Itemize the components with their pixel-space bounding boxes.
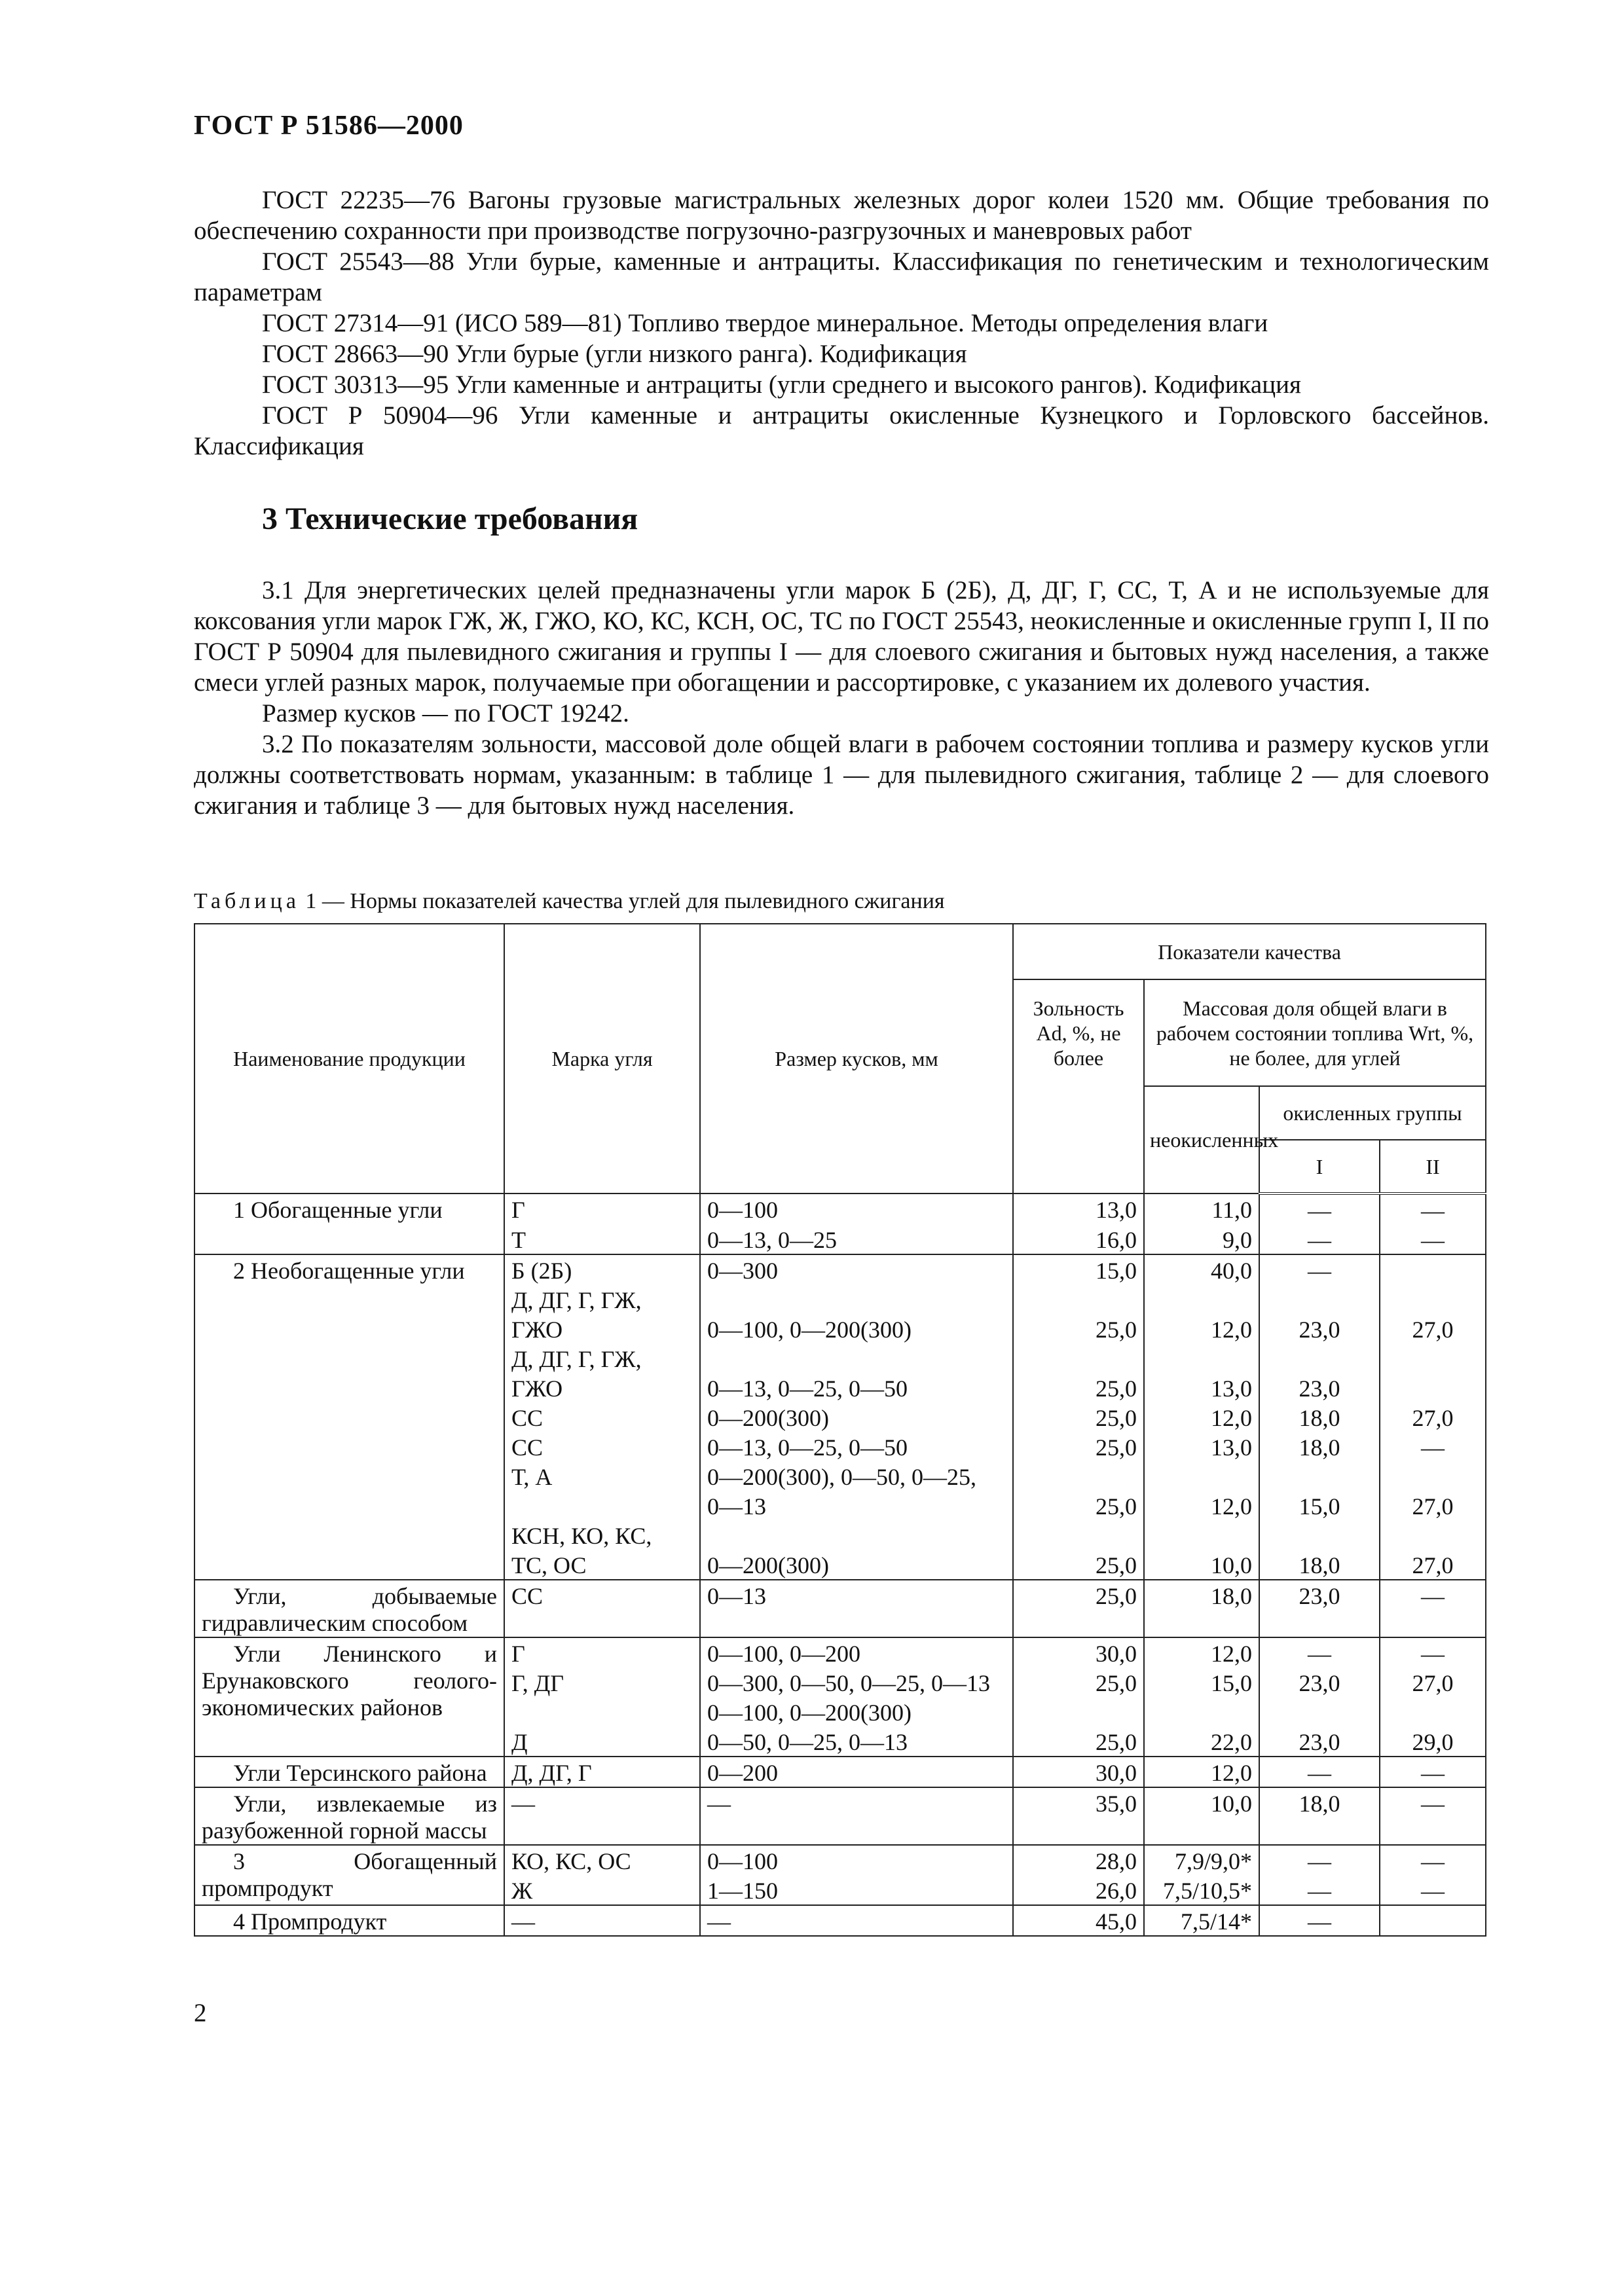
cell-size [700,1343,1013,1373]
cell-ash: 15,0 [1013,1254,1144,1285]
cell-grade: ГЖО [504,1314,700,1343]
cell-unoxidized [1144,1285,1259,1314]
cell-unoxidized: 7,5/14* [1144,1905,1259,1936]
cell-grade: Т, А [504,1461,700,1491]
header-group-2: II [1380,1140,1486,1194]
cell-size: 0—100 [700,1845,1013,1875]
reference-item: ГОСТ 28663—90 Угли бурые (угли низкого ранга). Кодификация [262,340,967,368]
cell-unoxidized [1144,1343,1259,1373]
cell-group-1: — [1259,1845,1380,1875]
cell-unoxidized: 22,0 [1144,1726,1259,1757]
cell-group-1 [1259,1343,1380,1373]
cell-size [700,1285,1013,1314]
cell-unoxidized: 12,0 [1144,1491,1259,1520]
cell-product-text: Угли, извлекаемые из разубоженной горной массы [202,1791,497,1844]
cell-group-2: — [1380,1787,1486,1845]
cell-ash [1013,1285,1144,1314]
cell-group-2: — [1380,1224,1486,1254]
reference-item: ГОСТ 30313—95 Угли каменные и антрациты (угли среднего и высокого рангов). Кодификация [262,371,1301,399]
cell-grade: Д, ДГ, Г [504,1757,700,1787]
cell-group-1: 23,0 [1259,1667,1380,1697]
cell-ash: 13,0 [1013,1194,1144,1224]
cell-group-2: — [1380,1194,1486,1224]
cell-unoxidized [1144,1461,1259,1491]
cell-size: 0—200 [700,1757,1013,1787]
cell-size: 0—300, 0—50, 0—25, 0—13 [700,1667,1013,1697]
cell-grade: Г, ДГ [504,1667,700,1697]
quality-norms-table [194,923,1486,1937]
cell-grade: Г [504,1637,700,1667]
header-ash: Зольность Ad, %, не более [1013,979,1144,1194]
cell-group-1: — [1259,1757,1380,1787]
cell-size: 0—13 [700,1491,1013,1520]
cell-product [194,1254,504,1580]
cell-unoxidized: 40,0 [1144,1254,1259,1285]
cell-ash: 25,0 [1013,1432,1144,1461]
cell-grade: Д, ДГ, Г, ГЖ, [504,1343,700,1373]
cell-group-2 [1380,1461,1486,1491]
cell-group-1: 23,0 [1259,1726,1380,1757]
cell-group-1: — [1259,1194,1380,1224]
cell-unoxidized: 12,0 [1144,1637,1259,1667]
cell-product [194,1580,504,1637]
cell-size: 0—200(300) [700,1550,1013,1580]
cell-group-1: 15,0 [1259,1491,1380,1520]
cell-product-text: 2 Необогащенные угли [233,1258,465,1284]
reference-item: ГОСТ Р 50904—96 Угли каменные и антрациты окисленные Кузнецкого и Горловского бассейнов. Классификация [194,401,1489,460]
cell-grade: СС [504,1432,700,1461]
cell-ash: 25,0 [1013,1667,1144,1697]
table-row [194,1194,1486,1224]
cell-unoxidized: 13,0 [1144,1432,1259,1461]
cell-group-1: 18,0 [1259,1787,1380,1845]
cell-size: — [700,1787,1013,1845]
cell-size: — [700,1905,1013,1936]
section-body [194,575,1489,821]
cell-grade: Т [504,1224,700,1254]
references-list [194,185,1489,462]
cell-group-2: 27,0 [1380,1314,1486,1343]
cell-group-2 [1380,1254,1486,1285]
cell-grade: Д, ДГ, Г, ГЖ, [504,1285,700,1314]
cell-group-2: — [1380,1845,1486,1875]
cell-ash [1013,1343,1144,1373]
cell-product [194,1787,504,1845]
cell-size: 0—300 [700,1254,1013,1285]
cell-group-1 [1259,1520,1380,1550]
cell-product-text: 3 Обогащенный промпродукт [202,1848,497,1901]
cell-ash [1013,1461,1144,1491]
cell-size: 0—100, 0—200(300) [700,1697,1013,1726]
cell-unoxidized: 12,0 [1144,1757,1259,1787]
cell-ash: 25,0 [1013,1550,1144,1580]
cell-product [194,1905,504,1936]
cell-ash: 35,0 [1013,1787,1144,1845]
cell-group-2 [1380,1285,1486,1314]
table-caption-text: 1 — Нормы показателей качества углей для пылевидного сжигания [305,889,945,913]
table-row [194,1254,1486,1285]
header-moisture: Массовая доля общей влаги в рабочем состоянии топлива Wrt, %, не более, для углей [1144,979,1486,1086]
cell-ash: 26,0 [1013,1875,1144,1905]
cell-unoxidized: 11,0 [1144,1194,1259,1224]
cell-size: 1—150 [700,1875,1013,1905]
cell-group-1 [1259,1697,1380,1726]
paragraph-size: Размер кусков — по ГОСТ 19242. [262,699,629,727]
reference-item: ГОСТ 22235—76 Вагоны грузовые магистральных железных дорог колеи 1520 мм. Общие требования по обеспечению сохранности при производстве погрузочно-разгрузочных и маневровых работ [194,186,1489,245]
cell-group-1: — [1259,1905,1380,1936]
reference-item: ГОСТ 25543—88 Угли бурые, каменные и антрациты. Классификация по генетическим и технологическим параметрам [194,247,1489,306]
cell-ash: 30,0 [1013,1757,1144,1787]
cell-grade: СС [504,1402,700,1432]
cell-size: 0—13 [700,1580,1013,1637]
cell-product-text: Угли Терсинского района [233,1760,487,1786]
cell-ash: 28,0 [1013,1845,1144,1875]
cell-unoxidized: 7,5/10,5* [1144,1875,1259,1905]
table-row [194,1787,1486,1845]
cell-ash [1013,1697,1144,1726]
header-quality: Показатели качества [1013,924,1486,979]
cell-ash: 45,0 [1013,1905,1144,1936]
cell-grade: Ж [504,1875,700,1905]
table-row [194,1580,1486,1637]
cell-unoxidized: 15,0 [1144,1667,1259,1697]
cell-group-1: 18,0 [1259,1432,1380,1461]
cell-size: 0—200(300), 0—50, 0—25, [700,1461,1013,1491]
cell-group-1: — [1259,1254,1380,1285]
cell-grade [504,1697,700,1726]
cell-group-1: 18,0 [1259,1402,1380,1432]
header-size: Размер кусков, мм [700,924,1013,1194]
paragraph-3-1: 3.1 Для энергетических целей предназначены угли марок Б (2Б), Д, ДГ, Г, СС, Т, А и не используемые для коксования угли марок ГЖ, Ж, ГЖО, КО, КС, КСН, ОС, ТС по ГОСТ 25543, неокисленные и окисленные групп I, II по ГОСТ Р 50904 для пылевидного сжигания и группы I — для слоевого сжигания и бытовых нужд населения, а также смеси углей разных марок, получаемые при обогащении и рассортировке, с указанием их долевого участия. [194,576,1489,697]
cell-size: 0—13, 0—25, 0—50 [700,1373,1013,1402]
table-caption [194,889,945,914]
header-group-1: I [1259,1140,1380,1194]
cell-group-2: 27,0 [1380,1491,1486,1520]
cell-size: 0—13, 0—25, 0—50 [700,1432,1013,1461]
cell-unoxidized: 13,0 [1144,1373,1259,1402]
cell-ash: 30,0 [1013,1637,1144,1667]
cell-grade: Б (2Б) [504,1254,700,1285]
cell-group-1: 23,0 [1259,1373,1380,1402]
cell-group-1: 18,0 [1259,1550,1380,1580]
cell-product-text: 4 Промпродукт [233,1908,387,1935]
cell-grade: ГЖО [504,1373,700,1402]
cell-unoxidized: 10,0 [1144,1787,1259,1845]
cell-product-text: Угли, добываемые гидравлическим способом [202,1583,497,1636]
header-oxidized: окисленных группы [1259,1086,1486,1140]
paragraph-3-2: 3.2 По показателям зольности, массовой доле общей влаги в рабочем состоянии топлива и размеру кусков угли должны соответствовать нормам, указанным: в таблице 1 — для пылевидного сжигания, таблице 2 — для слоевого сжигания и таблице 3 — для бытовых нужд населения. [194,730,1489,820]
cell-group-2 [1380,1343,1486,1373]
page-header: ГОСТ Р 51586—2000 [194,111,464,141]
cell-group-2: — [1380,1757,1486,1787]
header-grade: Марка угля [504,924,700,1194]
cell-unoxidized [1144,1520,1259,1550]
cell-size: 0—200(300) [700,1402,1013,1432]
cell-group-1 [1259,1285,1380,1314]
cell-grade: СС [504,1580,700,1637]
cell-unoxidized: 12,0 [1144,1402,1259,1432]
cell-group-1 [1259,1461,1380,1491]
cell-product-text: 1 Обогащенные угли [233,1197,443,1223]
cell-size: 0—100, 0—200(300) [700,1314,1013,1343]
cell-unoxidized [1144,1697,1259,1726]
reference-item: ГОСТ 27314—91 (ИСО 589—81) Топливо твердое минеральное. Методы определения влаги [262,309,1268,337]
cell-grade [504,1491,700,1520]
cell-size: 0—100 [700,1194,1013,1224]
cell-product [194,1194,504,1254]
cell-ash: 25,0 [1013,1402,1144,1432]
cell-product [194,1637,504,1757]
cell-unoxidized: 7,9/9,0* [1144,1845,1259,1875]
cell-unoxidized: 18,0 [1144,1580,1259,1637]
cell-grade: КО, КС, ОС [504,1845,700,1875]
cell-size: 0—13, 0—25 [700,1224,1013,1254]
cell-group-1: — [1259,1875,1380,1905]
cell-product-text: Угли Ленинского и Ерунаковского геолого-экономических районов [202,1641,497,1721]
cell-grade: Г [504,1194,700,1224]
table-caption-label: Таблица [194,889,300,913]
cell-size [700,1520,1013,1550]
cell-unoxidized: 9,0 [1144,1224,1259,1254]
cell-grade: — [504,1905,700,1936]
cell-unoxidized: 12,0 [1144,1314,1259,1343]
table-row [194,1845,1486,1875]
cell-product [194,1757,504,1787]
cell-grade: — [504,1787,700,1845]
cell-ash: 16,0 [1013,1224,1144,1254]
cell-group-2: — [1380,1637,1486,1667]
cell-group-2 [1380,1520,1486,1550]
cell-grade: Д [504,1726,700,1757]
cell-group-2: 29,0 [1380,1726,1486,1757]
cell-size: 0—100, 0—200 [700,1637,1013,1667]
cell-ash [1013,1520,1144,1550]
table-row [194,1637,1486,1667]
cell-group-2 [1380,1373,1486,1402]
cell-group-2: — [1380,1875,1486,1905]
cell-group-2: 27,0 [1380,1402,1486,1432]
cell-group-2: 27,0 [1380,1550,1486,1580]
cell-product [194,1845,504,1905]
cell-ash: 25,0 [1013,1491,1144,1520]
cell-ash: 25,0 [1013,1314,1144,1343]
page-number: 2 [194,1999,207,2027]
cell-group-2: — [1380,1580,1486,1637]
cell-ash: 25,0 [1013,1580,1144,1637]
table-row [194,1757,1486,1787]
cell-group-2 [1380,1697,1486,1726]
cell-group-1: 23,0 [1259,1314,1380,1343]
header-product: Наименование продукции [194,924,504,1194]
cell-grade: КСН, КО, КС, [504,1520,700,1550]
table-row [194,1905,1486,1936]
cell-group-2: — [1380,1432,1486,1461]
cell-group-1: — [1259,1224,1380,1254]
header-unoxidized: неокисленных [1144,1086,1259,1194]
cell-group-1: 23,0 [1259,1580,1380,1637]
cell-ash: 25,0 [1013,1373,1144,1402]
cell-ash: 25,0 [1013,1726,1144,1757]
section-title: 3 Технические требования [262,501,638,536]
cell-size: 0—50, 0—25, 0—13 [700,1726,1013,1757]
cell-group-1: — [1259,1637,1380,1667]
cell-group-2: 27,0 [1380,1667,1486,1697]
cell-grade: ТС, ОС [504,1550,700,1580]
cell-unoxidized: 10,0 [1144,1550,1259,1580]
cell-group-2 [1380,1905,1486,1936]
